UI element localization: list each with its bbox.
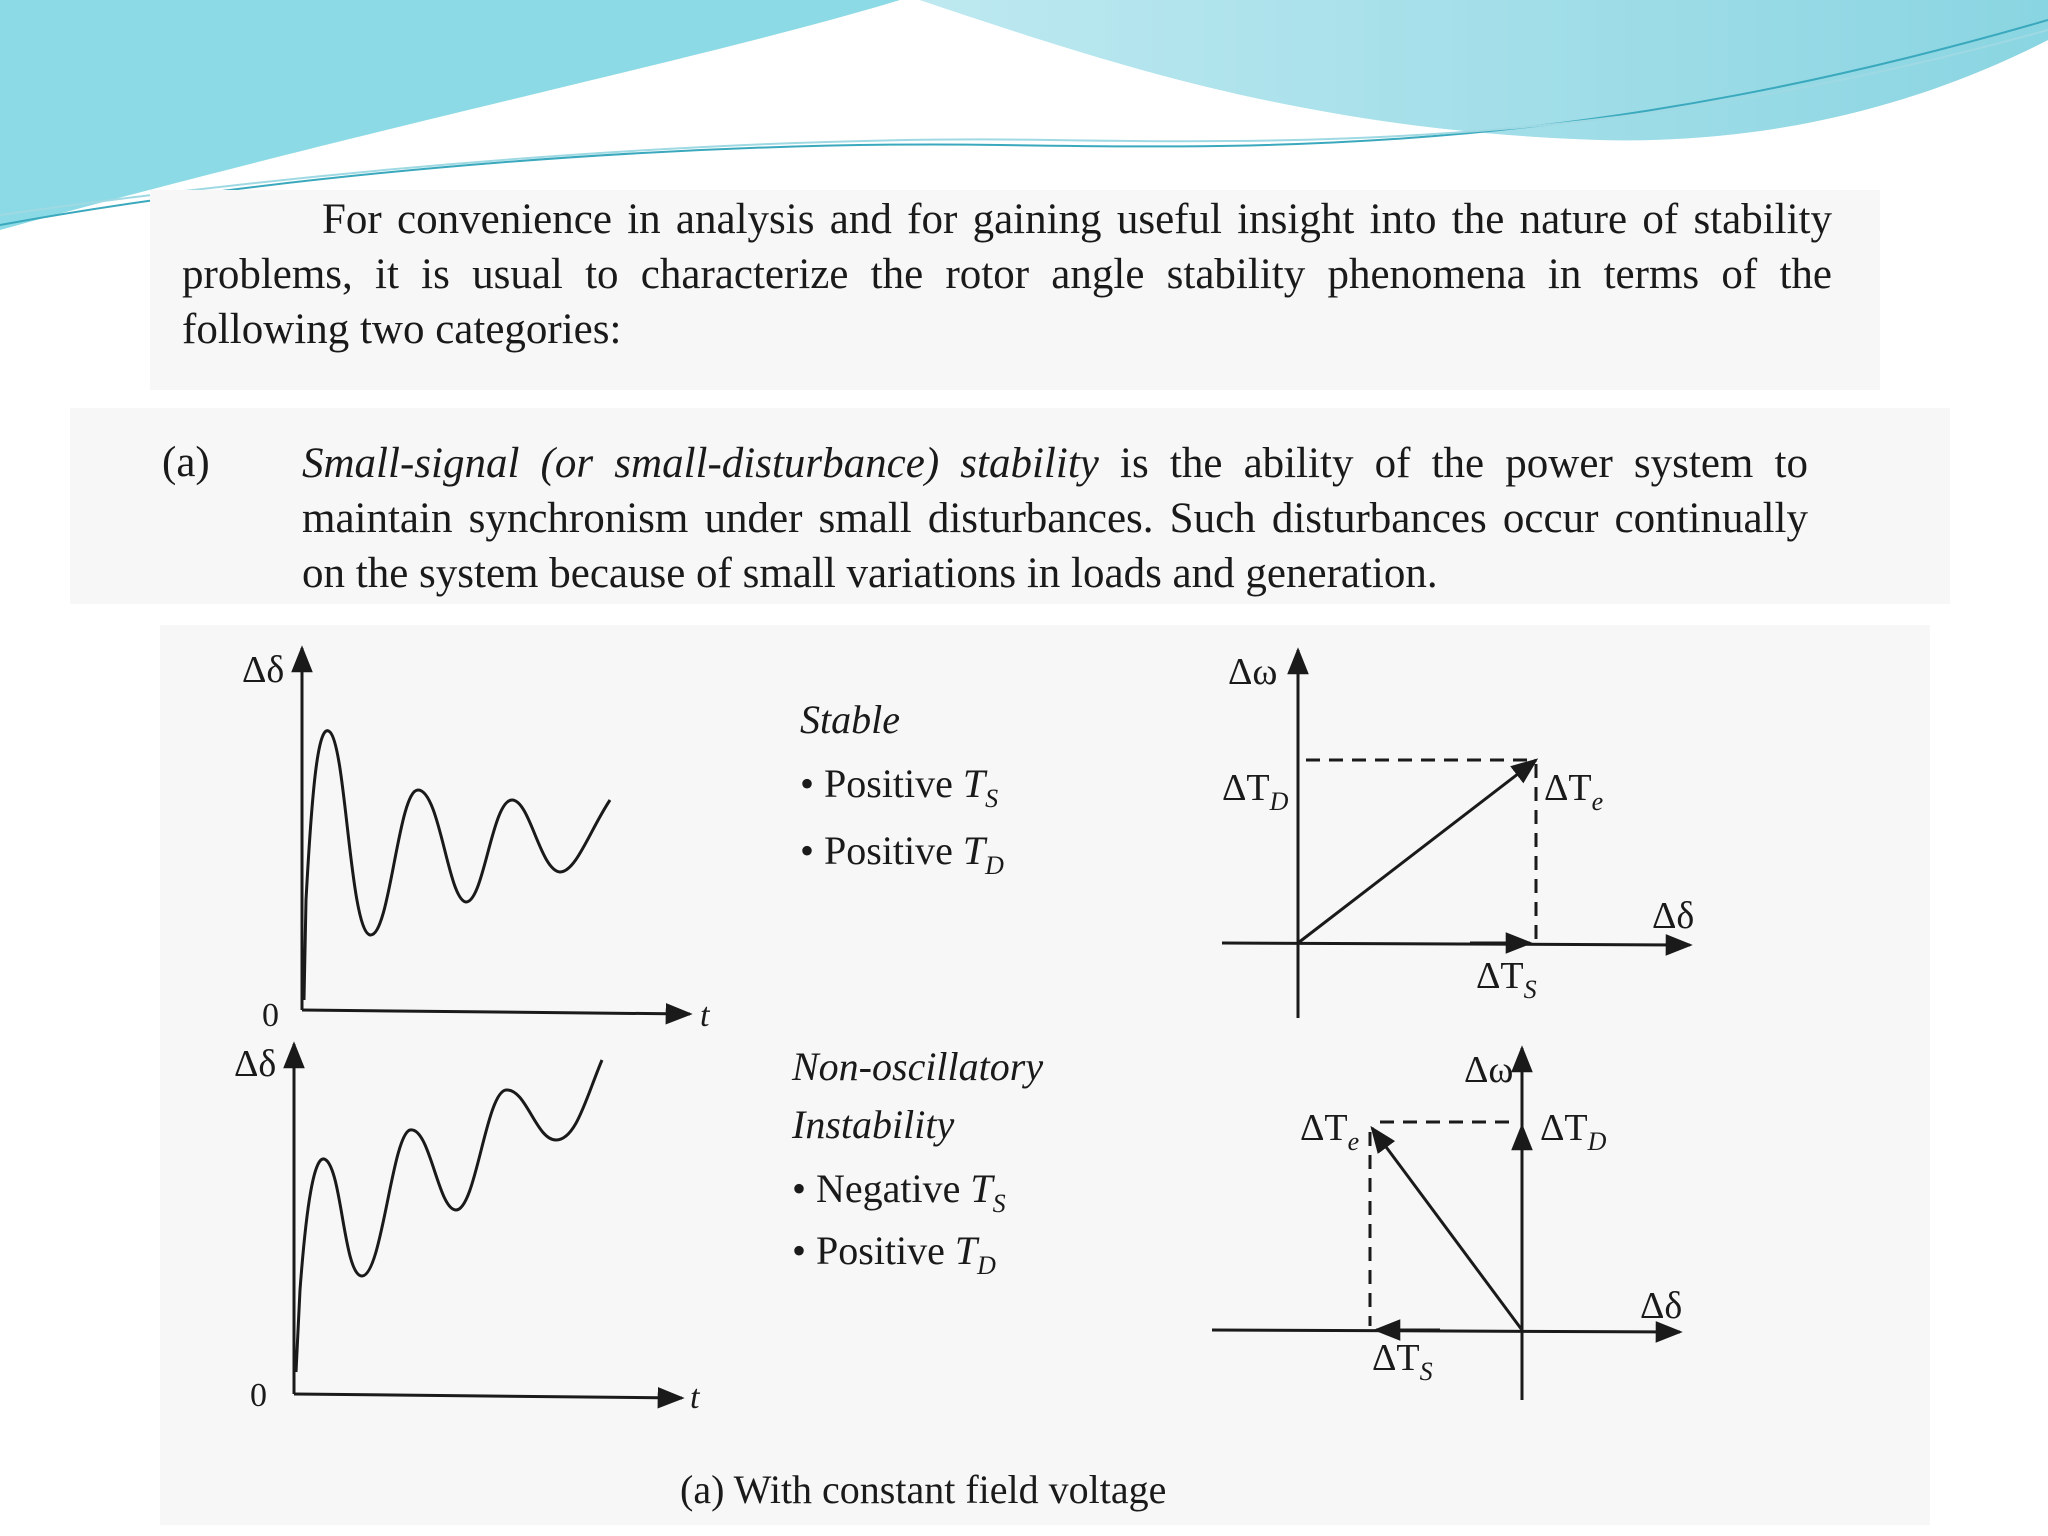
figure-caption: (a) With constant field voltage — [680, 1467, 1167, 1512]
top-phasor-vertical-label: Δω — [1228, 651, 1278, 693]
bottom-origin-label: 0 — [250, 1377, 267, 1414]
item-a-label: (a) — [162, 439, 210, 486]
top-x-axis — [302, 1010, 690, 1014]
bottom-phasor-ts-label: $\Delta T_S$ — [1372, 1337, 1433, 1386]
bottom-growing-oscillation-curve — [296, 1060, 602, 1372]
bottom-case-title-2: Instability — [792, 1102, 955, 1147]
top-phasor-td-label: $\Delta T_D$ — [1222, 767, 1289, 816]
top-y-axis-label: Δδ — [242, 649, 285, 691]
top-phasor-te-label: $\Delta T_e$ — [1544, 767, 1604, 816]
bottom-phasor-vertical-label: Δω — [1464, 1049, 1514, 1091]
bottom-x-axis-label: t — [690, 1379, 700, 1416]
bottom-phasor-horizontal-label: Δδ — [1640, 1285, 1683, 1327]
bottom-bullet-2: • Positive $T_D$ — [792, 1228, 996, 1280]
top-bullet-1: • Positive $T_S$ — [800, 761, 999, 813]
item-a-term: Small-signal (or small-disturbance) stability — [302, 440, 1099, 487]
bottom-case-title-1: Non-oscillatory — [792, 1044, 1044, 1089]
top-x-axis-label: t — [700, 997, 710, 1034]
top-origin-label: 0 — [262, 997, 279, 1034]
bottom-phasor-horizontal-axis — [1212, 1330, 1680, 1332]
top-phasor-horizontal-axis — [1222, 943, 1690, 945]
top-bullet-2: • Positive $T_D$ — [800, 828, 1004, 880]
bottom-x-axis — [294, 1394, 682, 1398]
item-a-text: is the ability of the power system to maintain synchronism under small disturbances. Such disturbances occur continually on the system because of small variations in loads and generation. — [302, 440, 1808, 597]
top-case-title: Stable — [800, 697, 900, 742]
top-phasor-ts-label: $\Delta T_S$ — [1476, 955, 1537, 1004]
bottom-bullet-1: • Negative $T_S$ — [792, 1166, 1006, 1218]
bottom-phasor-te-label: $\Delta T_e$ — [1300, 1107, 1360, 1156]
bottom-y-axis-label: Δδ — [234, 1043, 277, 1085]
top-damped-oscillation-curve — [304, 731, 610, 1000]
top-phasor-horizontal-label: Δδ — [1652, 895, 1695, 937]
intro-text: For convenience in analysis and for gaining useful insight into the nature of stability problems, it is usual to characterize the rotor angle stability phenomena in terms of the following two categories: — [182, 196, 1832, 353]
top-phasor-te-vector — [1298, 760, 1536, 943]
bottom-phasor-td-label: $\Delta T_D$ — [1540, 1107, 1607, 1156]
bottom-phasor-te-vector — [1372, 1128, 1522, 1330]
